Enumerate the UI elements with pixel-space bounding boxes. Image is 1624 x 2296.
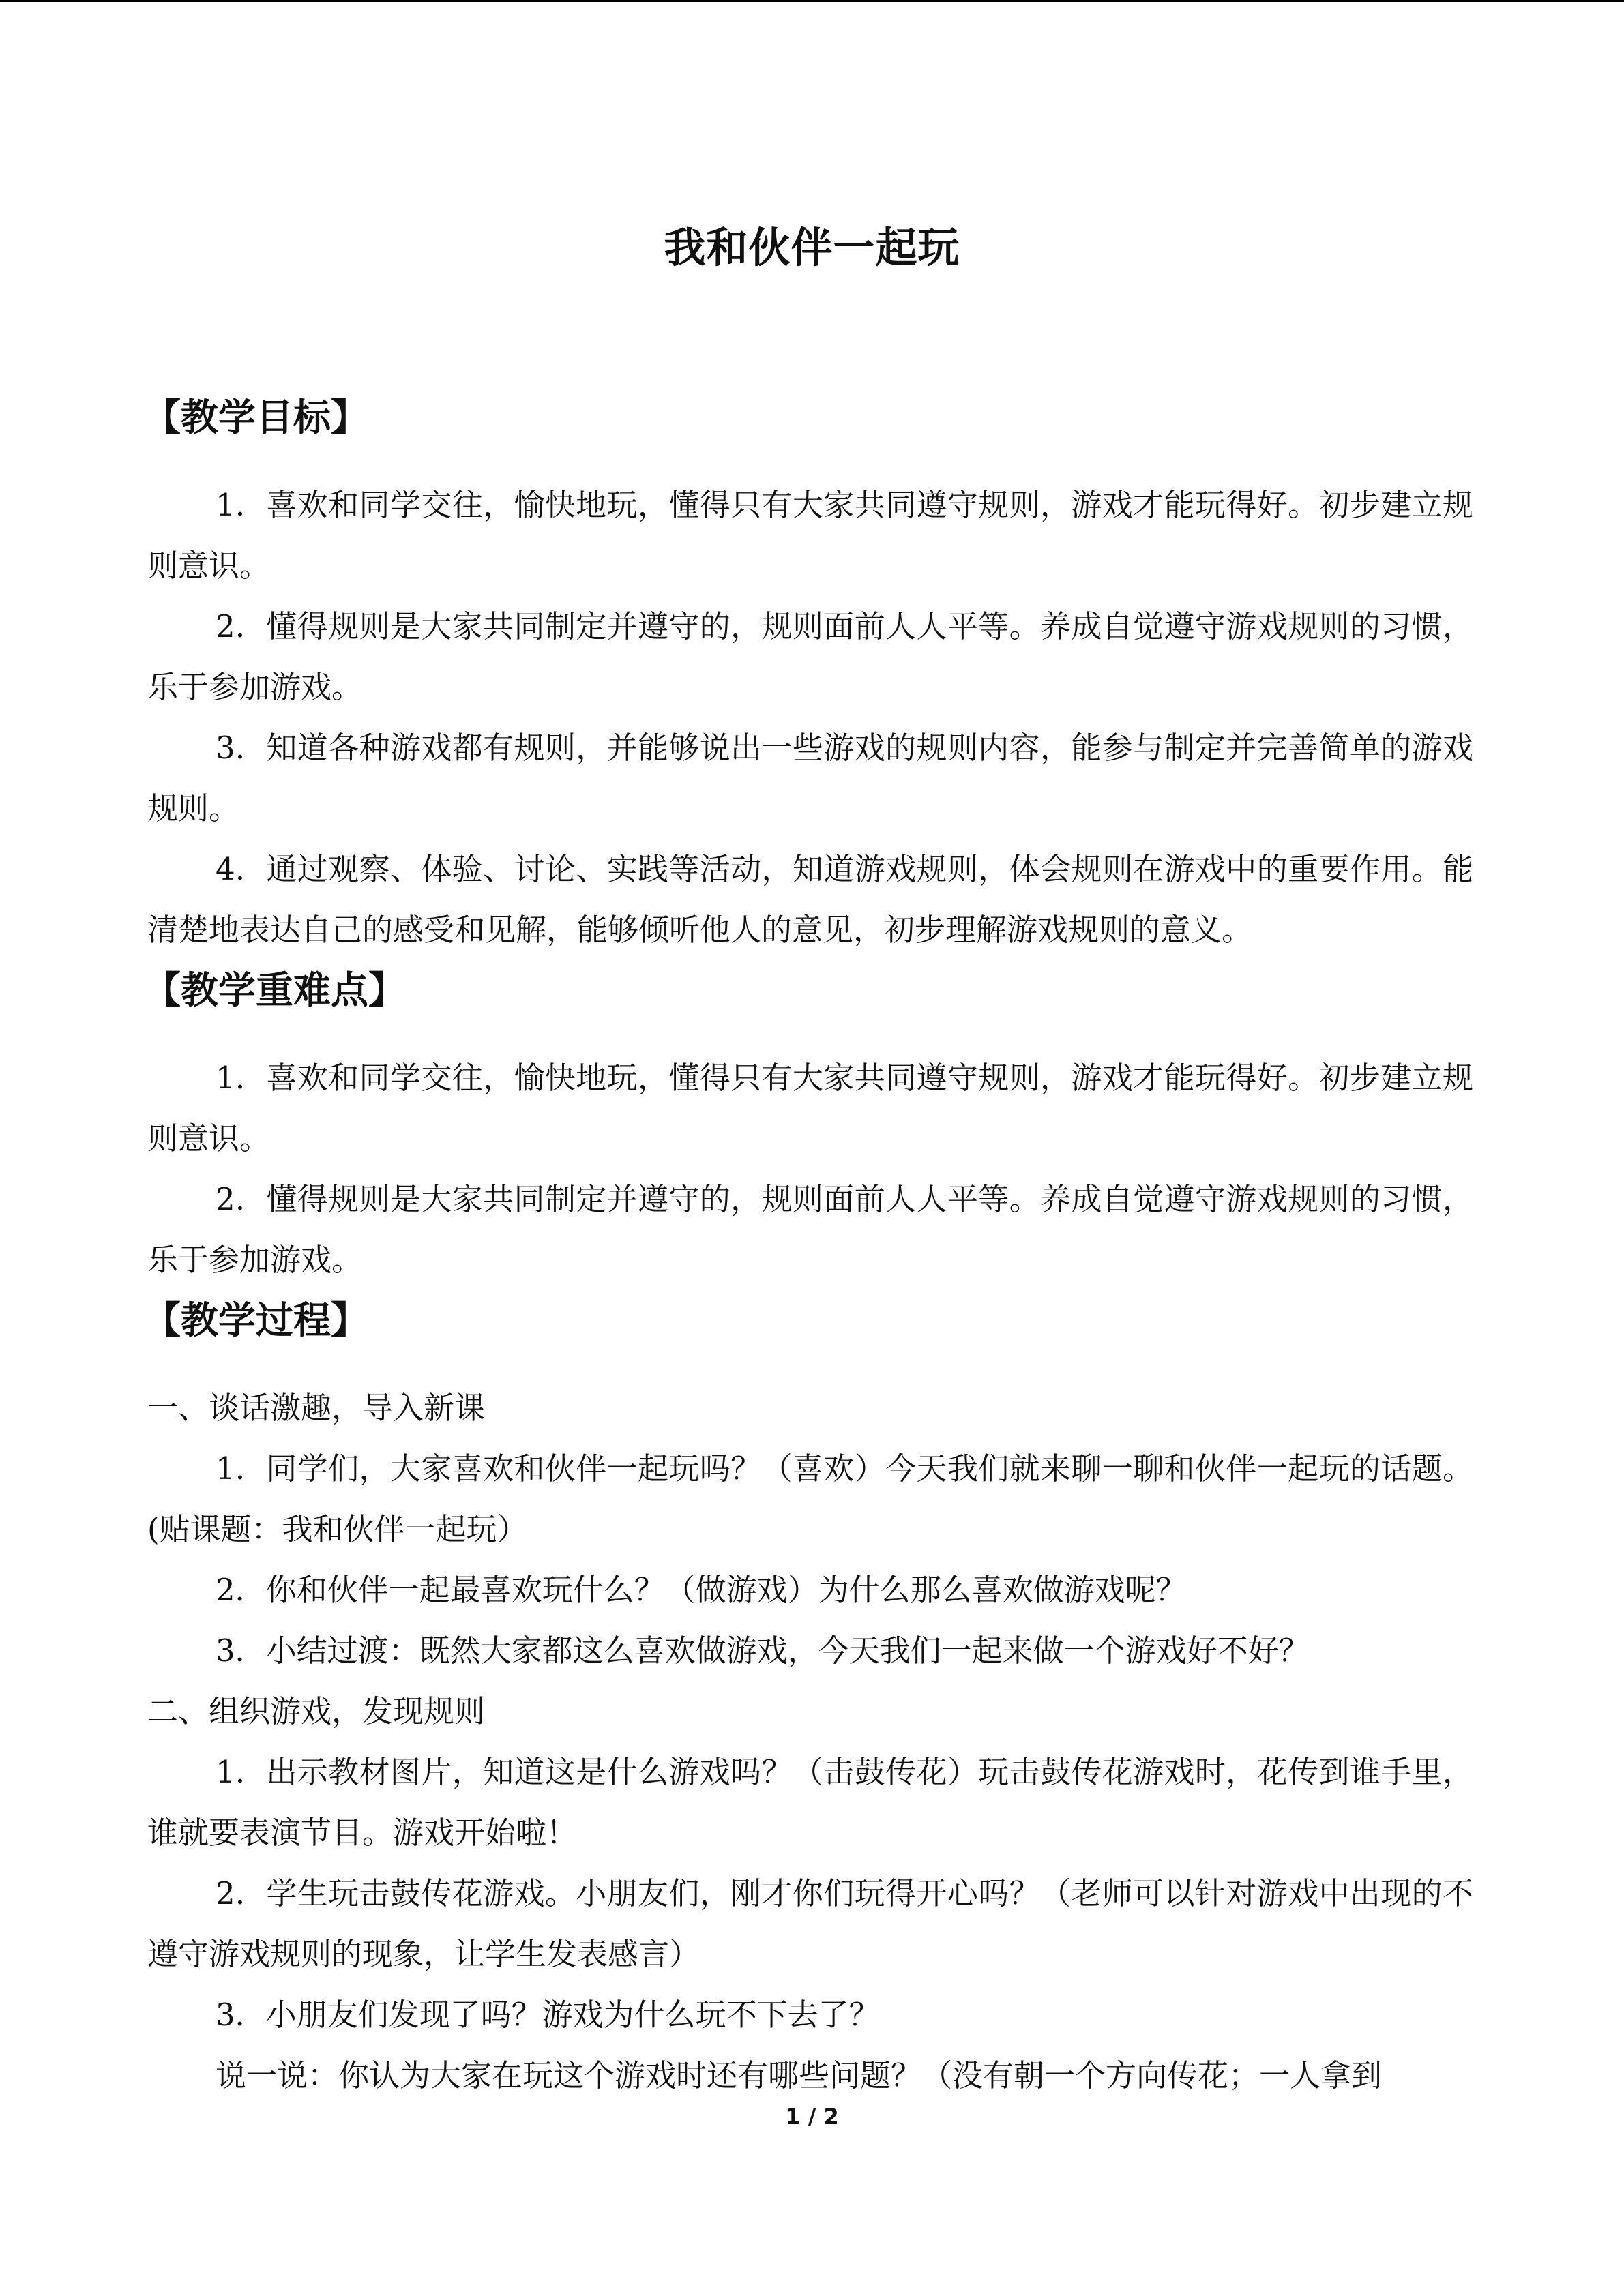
section-heading-key-points: 【教学重难点】 <box>143 968 407 1012</box>
process-item: 3．小朋友们发现了吗？游戏为什么玩不下去了？ <box>216 1997 880 2033</box>
goal-item: 3．知道各种游戏都有规则，并能够说出一些游戏的规则内容，能参与制定并完善简单的游戏规则。 <box>147 730 1473 826</box>
page-title: 我和伙伴一起玩 <box>664 224 960 272</box>
process-item: 1．出示教材图片，知道这是什么游戏吗？（击鼓传花）玩击鼓传花游戏时，花传到谁手里，谁就要表演节目。游戏开始啦！ <box>147 1754 1473 1851</box>
goal-item: 1．喜欢和同学交往，愉快地玩，懂得只有大家共同遵守规则，游戏才能玩得好。初步建立规则意识。 <box>147 487 1473 584</box>
key-point-item: 2．懂得规则是大家共同制定并遵守的，规则面前人人平等。养成自觉遵守游戏规则的习惯，乐于参加游戏。 <box>147 1181 1473 1278</box>
section-heading-process: 【教学过程】 <box>143 1298 369 1342</box>
section-heading-goals: 【教学目标】 <box>143 395 369 439</box>
process-part-title: 一、谈话激趣，导入新课 <box>147 1390 486 1426</box>
process-item: 1．同学们，大家喜欢和伙伴一起玩吗？（喜欢）今天我们就来聊一聊和伙伴一起玩的话题。(贴课题：我和伙伴一起玩） <box>147 1450 1473 1547</box>
process-part-title: 二、组织游戏，发现规则 <box>147 1693 486 1729</box>
document-body <box>143 387 1473 2106</box>
page-number: 1 / 2 <box>785 2104 839 2130</box>
key-point-item: 1．喜欢和同学交往，愉快地玩，懂得只有大家共同遵守规则，游戏才能玩得好。初步建立规则意识。 <box>147 1060 1473 1157</box>
process-item: 说一说：你认为大家在玩这个游戏时还有哪些问题？（没有朝一个方向传花；一人拿到 <box>216 2057 1383 2093</box>
process-item: 2．学生玩击鼓传花游戏。小朋友们，刚才你们玩得开心吗？（老师可以针对游戏中出现的不遵守游戏规则的现象，让学生发表感言） <box>147 1875 1473 1972</box>
process-item: 3．小结过渡：既然大家都这么喜欢做游戏，今天我们一起来做一个游戏好不好？ <box>216 1632 1310 1669</box>
goal-item: 4．通过观察、体验、讨论、实践等活动，知道游戏规则，体会规则在游戏中的重要作用。能清楚地表达自己的感受和见解，能够倾听他人的意见，初步理解游戏规则的意义。 <box>147 851 1473 948</box>
goal-item: 2．懂得规则是大家共同制定并遵守的，规则面前人人平等。养成自觉遵守游戏规则的习惯，乐于参加游戏。 <box>147 608 1473 705</box>
process-item: 2．你和伙伴一起最喜欢玩什么？（做游戏）为什么那么喜欢做游戏呢？ <box>216 1572 1187 1608</box>
